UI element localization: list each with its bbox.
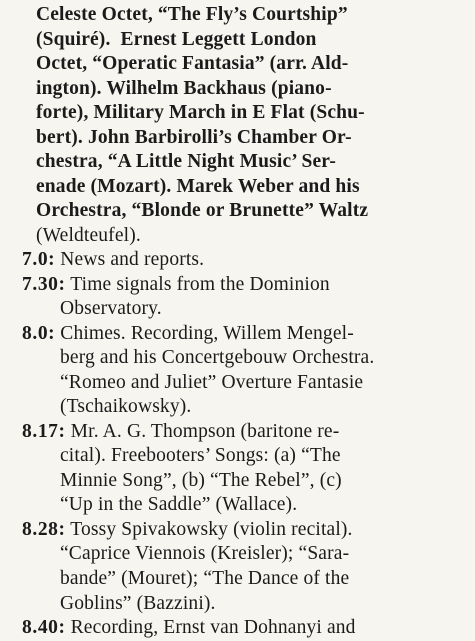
programme-text: bert). John Barbirolli’s Chamber Or- (36, 126, 352, 148)
schedule-entry-line (22, 321, 475, 347)
schedule-text-line (36, 174, 475, 200)
schedule-text-line (60, 591, 475, 617)
programme-text: “Up in the Saddle” (Wallace). (60, 494, 298, 516)
programme-text: Goblins” (Bazzini). (60, 592, 216, 614)
schedule-text-line (36, 2, 475, 28)
schedule-text-line (60, 370, 475, 396)
programme-text: News and reports. (55, 249, 205, 271)
programme-text: bande” (Mouret); “The Dance of the (60, 568, 350, 589)
programme-text: Time signals from the Dominion (65, 273, 330, 295)
schedule-text-line (36, 51, 475, 77)
schedule-text-line (60, 296, 475, 322)
schedule-text-line (60, 345, 475, 371)
schedule-text-line (60, 566, 475, 592)
programme-text: Mr. A. G. Thompson (baritone re- (65, 420, 340, 442)
programme-text: Observatory. (60, 298, 162, 320)
programme-text: Tossy Spivakowsky (violin recital). (65, 518, 353, 540)
programme-text: Orchestra, “Blonde or Brunette” Waltz (36, 200, 369, 222)
schedule-entry-line (22, 272, 475, 298)
schedule-text-line (60, 443, 475, 469)
programme-text: chestra, “A Little Night Music’ Ser- (36, 151, 337, 173)
programme-text: Recording, Ernst van Dohnanyi and (65, 617, 356, 638)
programme-text: Octet, “Operatic Fantasia” (arr. Ald- (36, 53, 349, 74)
programme-text: enade (Mozart). Marek Weber and his (36, 175, 360, 197)
schedule-entry-line (22, 517, 475, 543)
schedule-text-line (36, 149, 475, 175)
programme-text: “Romeo and Juliet” Overture Fantasie (60, 371, 364, 393)
schedule-text-line (36, 125, 475, 151)
schedule-text-line (36, 223, 475, 249)
programme-text: (Weldteufel). (36, 224, 141, 246)
schedule-text-line (60, 492, 475, 518)
programme-text: cital). Freebooters’ Songs: (a) “The (60, 445, 341, 467)
broadcast-time: 7.0: (22, 249, 56, 271)
programme-text: Minnie Song”, (b) “The Rebel”, (c) (60, 469, 342, 491)
schedule-text-line (36, 76, 475, 102)
schedule-entry-line (22, 419, 475, 445)
programme-text: forte), Military March in E Flat (Schu- (36, 102, 365, 124)
broadcast-time: 8.40: (22, 617, 66, 638)
programme-text: (Squiré). Ernest Leggett London (36, 28, 317, 50)
programme-text: Chimes. Recording, Willem Mengel- (55, 322, 354, 344)
broadcast-time: 8.17: (22, 420, 66, 442)
programme-text: ington). Wilhelm Backhaus (piano- (36, 77, 332, 99)
broadcast-time: 8.0: (22, 322, 56, 344)
schedule-text-line (36, 100, 475, 126)
schedule-text-line (36, 198, 475, 224)
broadcast-time: 7.30: (22, 273, 66, 295)
schedule-text-line (60, 468, 475, 494)
schedule-text-line (36, 27, 475, 53)
programme-text: (Tschaikowsky). (60, 396, 192, 418)
schedule-entry-line (22, 247, 475, 273)
schedule-text-line (60, 541, 475, 567)
programme-text: “Caprice Viennois (Kreisler); “Sara- (60, 543, 350, 565)
programme-text: berg and his Concertgebouw Orchestra. (60, 347, 375, 369)
broadcast-time: 8.28: (22, 518, 66, 540)
schedule-text-line (60, 394, 475, 420)
programme-text: Celeste Octet, “The Fly’s Courtship” (36, 4, 348, 25)
schedule-entry-line (22, 615, 475, 641)
